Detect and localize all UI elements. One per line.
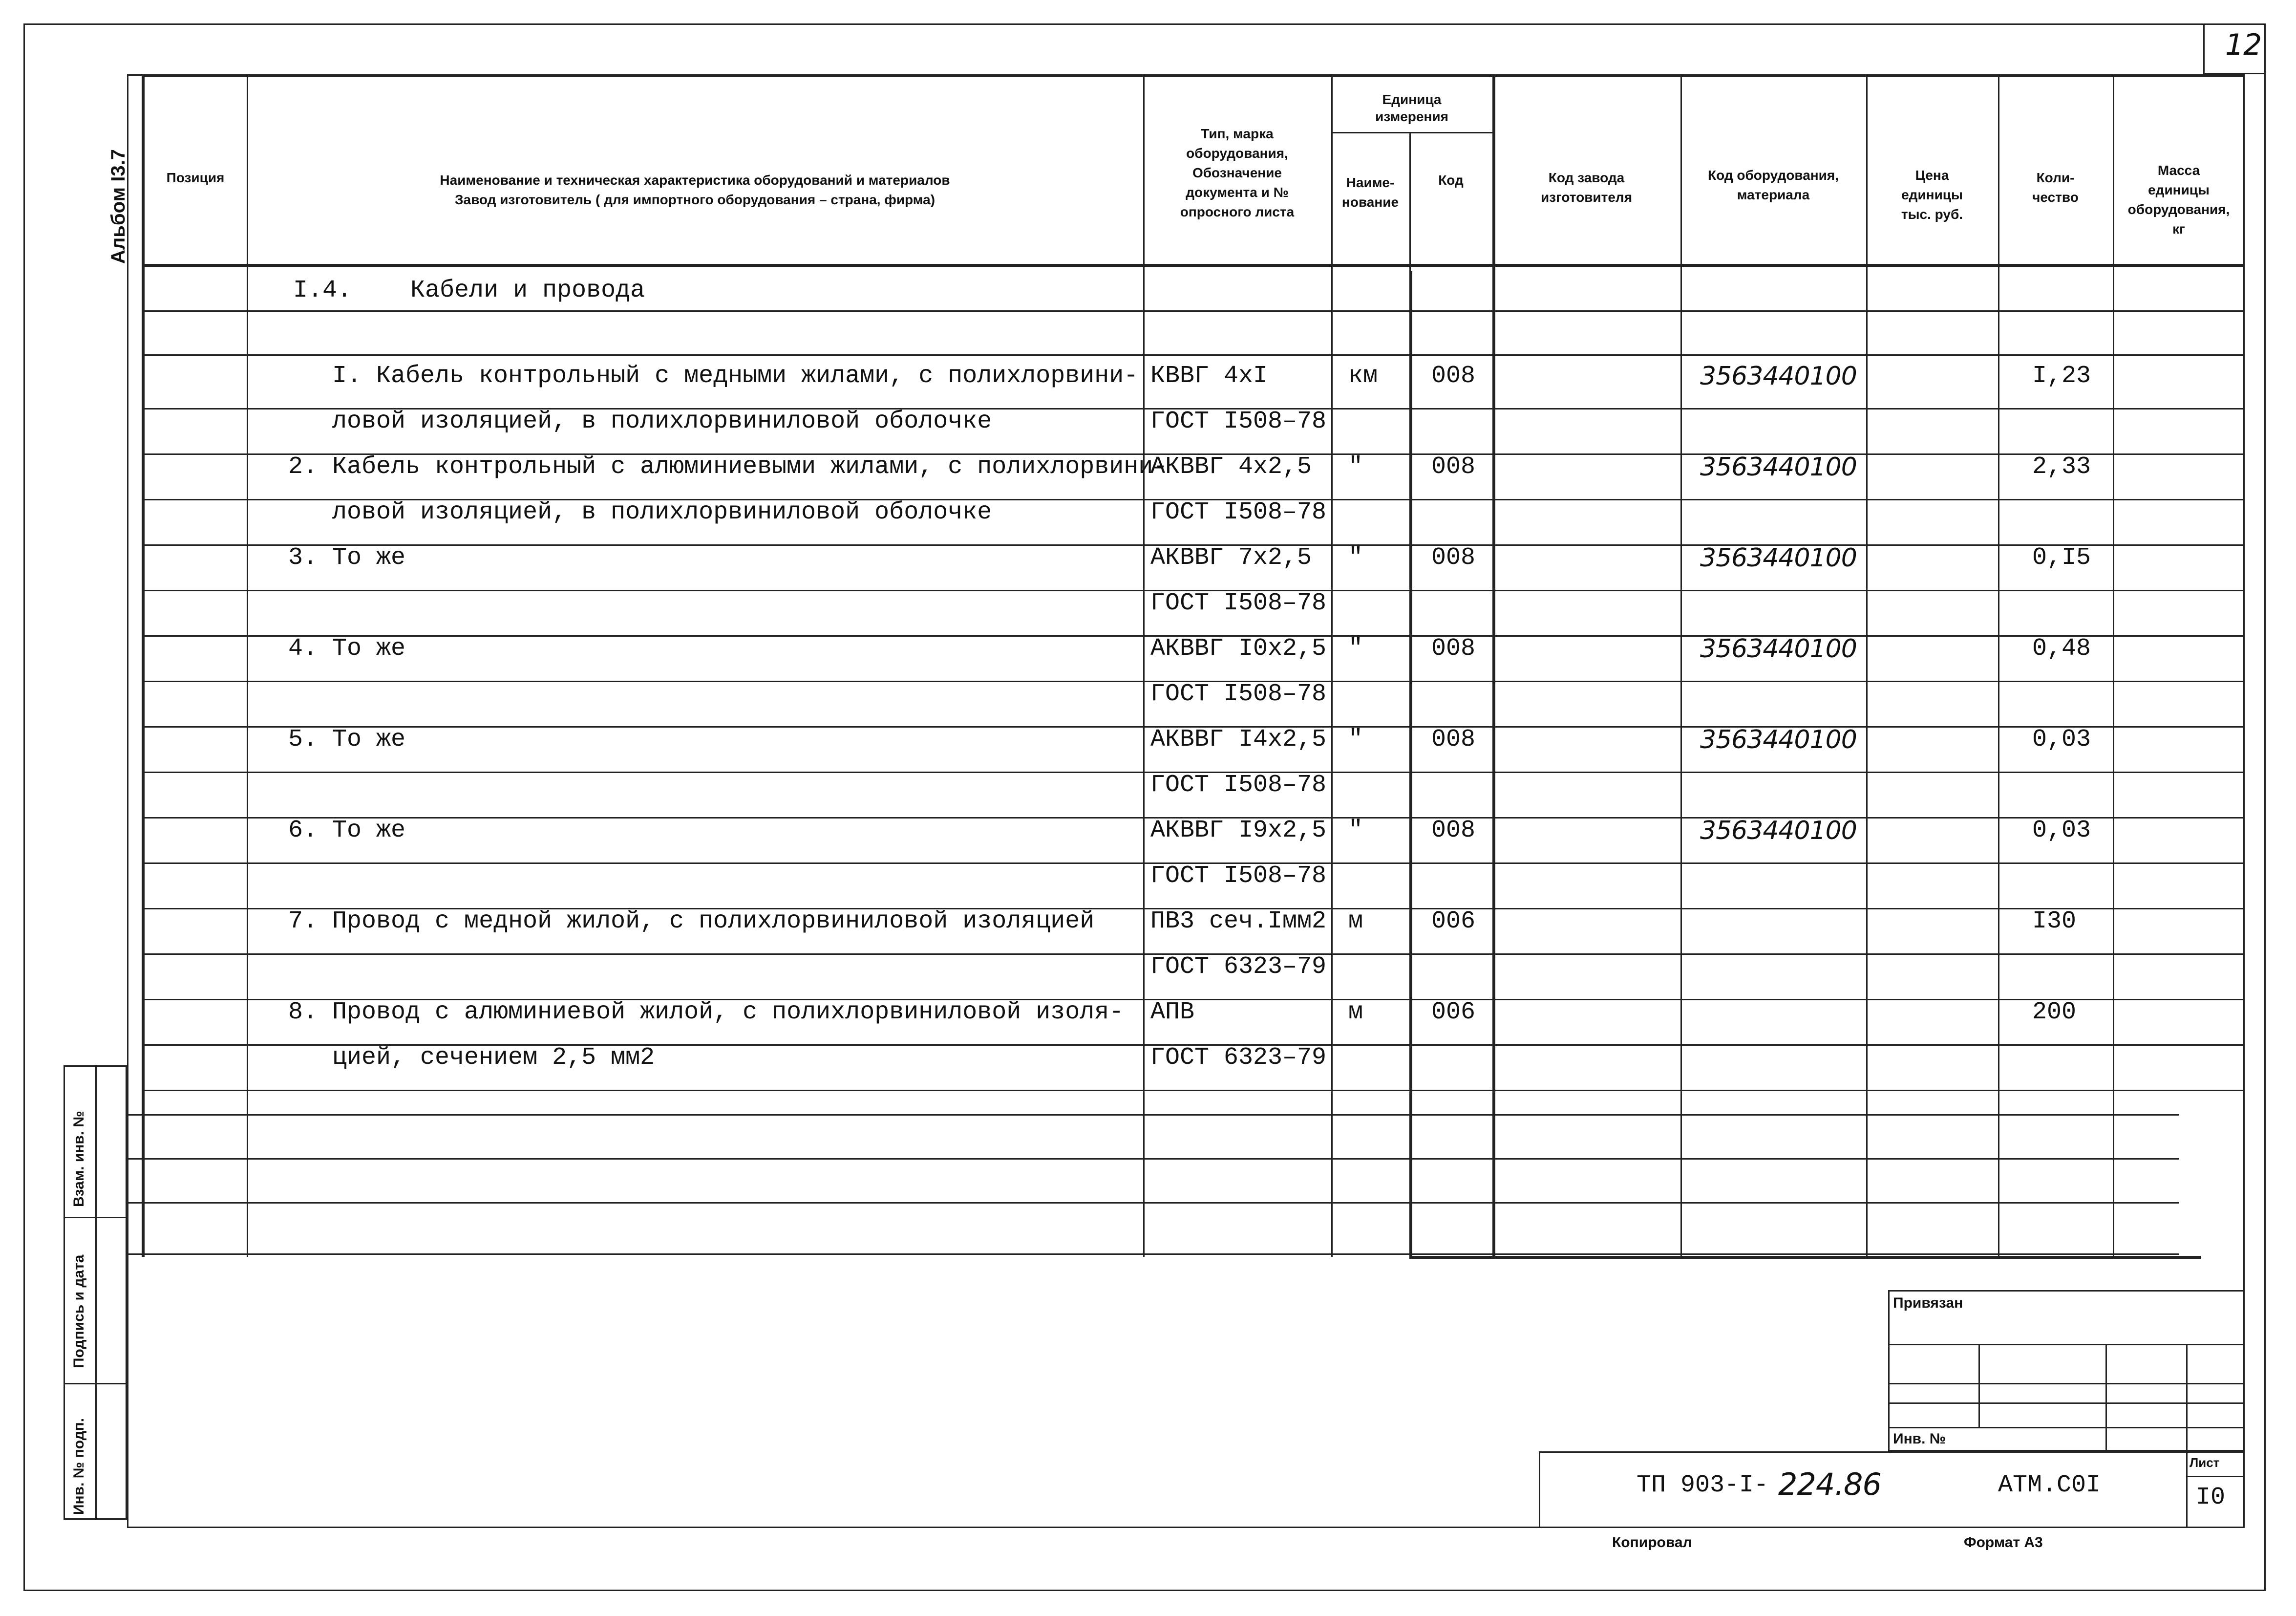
- stamp-inv-label: Инв. №: [1893, 1431, 1946, 1447]
- row-unit: м: [1348, 998, 1363, 1026]
- col-name-1: Наименование и техническая характеристика оборудований и материалов: [440, 172, 950, 188]
- row-unit: ": [1348, 453, 1363, 481]
- col-equipment-1: Код оборудования,: [1707, 168, 1839, 183]
- album-label: Альбом I3.7: [107, 149, 129, 264]
- side-label-inv: Инв. № подп.: [71, 1418, 87, 1515]
- row-quantity: 200: [2032, 998, 2077, 1026]
- side-label-signature: Подпись и дата: [71, 1254, 87, 1368]
- row-name: 8. Провод с алюминиевой жилой, с полихлорвиниловой изоля-: [288, 998, 1124, 1026]
- col-mass-2: единицы: [2148, 182, 2210, 197]
- row-type: ГОСТ I508–78: [1150, 862, 1327, 890]
- row-unit: ": [1348, 544, 1363, 572]
- stamp-line: [1888, 1383, 2245, 1384]
- row-code: 008: [1431, 817, 1476, 844]
- col-unit-name-2: нование: [1341, 194, 1399, 210]
- row-equipment-code: 3563440100: [1700, 634, 1857, 664]
- col-position: Позиция: [166, 170, 225, 185]
- col-line: [1409, 271, 1412, 1256]
- col-qty-1: Коли-: [2036, 170, 2075, 185]
- col-line: [1680, 74, 1682, 1257]
- row-unit: ": [1348, 635, 1363, 663]
- side-label-replace: Взам. инв. №: [71, 1111, 87, 1207]
- row-name: I. Кабель контрольный с медными жилами, с полихлорвини-: [332, 362, 1139, 390]
- col-type-5: опросного листа: [1180, 204, 1295, 219]
- col-unit-name-1: Наиме-: [1346, 175, 1395, 190]
- row-type: ГОСТ I508–78: [1150, 408, 1327, 435]
- row-equipment-code: 3563440100: [1700, 725, 1857, 754]
- row-rule: [127, 1114, 2179, 1116]
- stamp-line: [2186, 1476, 2245, 1477]
- row-name: 6. То же: [288, 817, 406, 844]
- row-code: 006: [1431, 998, 1476, 1026]
- row-type: АКВВГ I9х2,5: [1150, 817, 1327, 844]
- row-rule: [127, 1253, 2179, 1255]
- stamp-line: [1888, 1344, 2245, 1345]
- col-equipment-2: материала: [1737, 187, 1810, 202]
- header-bottom: [142, 264, 2245, 267]
- section-title: I.4. Кабели и провода: [293, 277, 645, 304]
- page-number: 12: [2225, 28, 2262, 62]
- row-type: КВВГ 4хI: [1150, 362, 1268, 390]
- row-name: ловой изоляцией, в полихлорвиниловой оболочке: [332, 498, 992, 526]
- col-line: [1331, 74, 1333, 1257]
- stamp-sheet-label: Лист: [2190, 1455, 2220, 1470]
- col-mass-3: оборудования,: [2127, 202, 2230, 217]
- row-name: 5. То же: [288, 726, 406, 754]
- stamp-line: [1978, 1344, 1980, 1427]
- row-code: 008: [1431, 362, 1476, 390]
- row-type: АПВ: [1150, 998, 1195, 1026]
- row-type: ГОСТ 6323–79: [1150, 1044, 1327, 1072]
- col-unit-group-1: Единица: [1382, 92, 1442, 107]
- col-unit-code: Код: [1438, 172, 1464, 188]
- row-name: 2. Кабель контрольный с алюминиевыми жилами, с полихлорвини-: [288, 453, 1168, 481]
- row-unit: ": [1348, 817, 1363, 844]
- col-mass-4: кг: [2172, 221, 2185, 237]
- row-rule: [142, 354, 2245, 356]
- row-type: ГОСТ I508–78: [1150, 680, 1327, 708]
- header-top: [142, 74, 2245, 77]
- row-quantity: 2,33: [2032, 453, 2091, 481]
- stamp-doc-prefix: ТП 903-I-: [1637, 1471, 1769, 1499]
- row-quantity: 0,48: [2032, 635, 2091, 663]
- col-line: [1866, 74, 1868, 1257]
- row-name: 3. То же: [288, 544, 406, 572]
- row-equipment-code: 3563440100: [1700, 816, 1857, 845]
- row-equipment-code: 3563440100: [1700, 452, 1857, 482]
- row-quantity: 0,I5: [2032, 544, 2091, 572]
- row-code: 008: [1431, 635, 1476, 663]
- col-type-3: Обозначение: [1192, 165, 1282, 180]
- stamp-doc-code: АТМ.C0I: [1998, 1471, 2101, 1499]
- col-price-1: Цена: [1915, 168, 1949, 183]
- row-quantity: 0,03: [2032, 817, 2091, 844]
- footer-format: Формат А3: [1964, 1534, 2043, 1551]
- stamp-line: [2186, 1451, 2188, 1528]
- col-factory-1: Код завода: [1548, 170, 1625, 185]
- row-type: ГОСТ I508–78: [1150, 498, 1327, 526]
- row-rule: [127, 1158, 2179, 1160]
- footer-copied: Копировал: [1612, 1534, 1692, 1551]
- row-type: АКВВГ I0х2,5: [1150, 635, 1327, 663]
- row-unit: ": [1348, 726, 1363, 754]
- row-type: ГОСТ I508–78: [1150, 771, 1327, 799]
- row-type: ГОСТ I508–78: [1150, 589, 1327, 617]
- col-line: [2113, 74, 2114, 1257]
- side-divider: [95, 1065, 97, 1520]
- stamp-line: [2105, 1344, 2107, 1451]
- col-mass-1: Масса: [2157, 163, 2200, 178]
- stamp-doc-number: 224.86: [1778, 1466, 1881, 1502]
- row-code: 006: [1431, 907, 1476, 935]
- col-qty-2: чество: [2032, 190, 2079, 205]
- row-rule: [127, 1202, 2179, 1204]
- col-type-1: Тип, марка: [1201, 126, 1274, 141]
- row-unit: м: [1348, 907, 1363, 935]
- row-quantity: 0,03: [2032, 726, 2091, 754]
- row-code: 008: [1431, 453, 1476, 481]
- col-line: [247, 74, 248, 1257]
- col-line: [1998, 74, 1999, 1257]
- stamp-linked-label: Привязан: [1893, 1295, 1963, 1311]
- row-equipment-code: 3563440100: [1700, 362, 1857, 391]
- stamp-line: [1888, 1402, 2245, 1404]
- table-bottom: [1409, 1256, 2201, 1259]
- row-type: АКВВГ 7х2,5: [1150, 544, 1312, 572]
- unit-group-line: [1331, 132, 1492, 133]
- col-price-3: тыс. руб.: [1901, 207, 1963, 222]
- row-type: ГОСТ 6323–79: [1150, 953, 1327, 981]
- stamp-line: [2186, 1344, 2188, 1451]
- row-type: ПВ3 сеч.Iмм2: [1150, 907, 1327, 935]
- row-name: ловой изоляцией, в полихлорвиниловой оболочке: [332, 408, 992, 435]
- row-name: 4. То же: [288, 635, 406, 663]
- row-code: 008: [1431, 544, 1476, 572]
- row-rule: [142, 310, 2245, 312]
- row-quantity: I,23: [2032, 362, 2091, 390]
- row-name: цией, сечением 2,5 мм2: [332, 1044, 655, 1072]
- col-type-4: документа и №: [1186, 185, 1289, 200]
- col-line: [1143, 74, 1145, 1257]
- row-type: АКВВГ 4х2,5: [1150, 453, 1312, 481]
- col-line: [142, 74, 145, 1257]
- row-unit: км: [1348, 362, 1378, 390]
- stamp-sheet: I0: [2196, 1484, 2226, 1511]
- row-equipment-code: 3563440100: [1700, 543, 1857, 573]
- row-name: 7. Провод с медной жилой, с полихлорвиниловой изоляцией: [288, 907, 1095, 935]
- col-unit-group-2: измерения: [1375, 109, 1448, 124]
- stamp-line: [1888, 1427, 2245, 1428]
- col-type-2: оборудования,: [1186, 146, 1288, 161]
- col-factory-2: изготовителя: [1540, 190, 1633, 205]
- row-rule: [142, 1090, 2245, 1091]
- col-name-2: Завод изготовитель ( для импортного оборудования – страна, фирма): [454, 192, 935, 207]
- row-type: АКВВГ I4х2,5: [1150, 726, 1327, 754]
- row-code: 008: [1431, 726, 1476, 754]
- col-line: [1492, 74, 1495, 1257]
- col-price-2: единицы: [1901, 187, 1963, 202]
- row-quantity: I30: [2032, 907, 2077, 935]
